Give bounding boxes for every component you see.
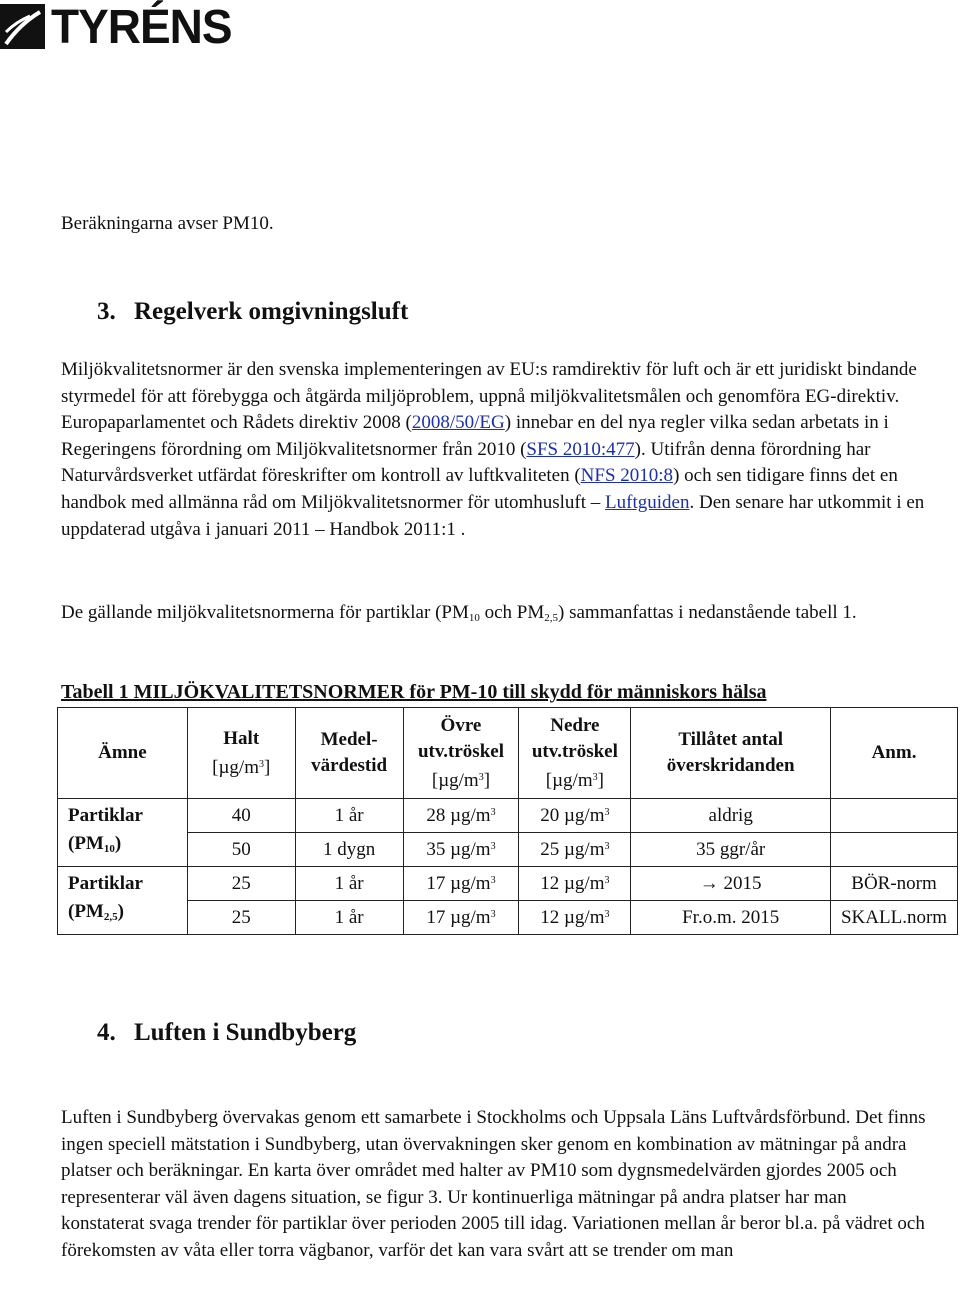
cell-halt: 25 — [187, 867, 295, 901]
group-text: Partiklar — [68, 805, 143, 826]
header-text: ] — [483, 769, 491, 791]
cell-text: 17 µg/m — [426, 906, 491, 928]
header-text: utv.tröskel — [417, 740, 504, 762]
header-text: ] — [263, 756, 271, 778]
cell-ovre — [403, 833, 519, 867]
section-4-heading — [97, 1019, 356, 1047]
cell-anm — [831, 799, 958, 833]
dash: – — [315, 518, 325, 540]
header-text: [µg/m — [545, 769, 593, 791]
cell-nedre — [519, 799, 631, 833]
nfs-link[interactable]: NFS 2010:8 — [580, 465, 674, 487]
cell-tillatet: → 2015 — [631, 867, 831, 901]
header-text: Tillåtet antal — [678, 729, 784, 750]
group-text: Partiklar — [68, 873, 143, 894]
cell-halt: 25 — [187, 901, 295, 935]
superscript: 3 — [490, 874, 496, 886]
directive-link[interactable]: 2008/50/EG — [411, 412, 505, 434]
group-text: (PM — [68, 901, 104, 922]
cell-ovre — [403, 867, 519, 901]
cell-text: 17 µg/m — [426, 872, 491, 894]
text-run: Handbok 2011:1 . — [324, 518, 466, 540]
text-run: ) och sen tidigare finns det en handbok med allmänna råd om Miljökvalitetsnormer för utomhusluft — [61, 465, 898, 513]
subscript: 2,5 — [544, 612, 559, 624]
dash: – — [590, 491, 601, 513]
header-text: överskridanden — [666, 755, 795, 776]
header-text: ] — [597, 769, 604, 791]
text-run: Miljökvalitetsnormer är den svenska implementeringen av EU:s ramdirektiv för luft och är ett juridiskt bindande styrmedel för att förebygga och åtgärda miljöproblem, uppnå miljökvalitetsmålen och genomföra EG-direktiv. Europaparlamentet och Rådets direktiv 2008 ( — [61, 359, 917, 434]
sfs-link[interactable]: SFS 2010:477 — [526, 438, 635, 460]
regelverk-paragraph — [61, 357, 931, 543]
text-run: ) innebar en del nya regler vilka sedan arbetats in i Regeringens förordning om Miljökvalitetsnormer från 2010 ( — [61, 412, 889, 460]
group-text: (PM — [68, 833, 104, 854]
superscript: 3 — [490, 908, 496, 920]
table-header-row — [58, 708, 958, 799]
group-text: ) — [117, 901, 124, 922]
cell-halt: 50 — [187, 833, 295, 867]
header-text: värdestid — [311, 755, 388, 776]
cell-text: 12 µg/m — [540, 906, 605, 928]
subscript: 10 — [468, 612, 480, 624]
intro-paragraph: Beräkningarna avser PM10. — [61, 213, 274, 234]
header-text: [µg/m — [431, 769, 479, 791]
header-text: Medel- — [320, 729, 378, 750]
subscript: 2,5 — [103, 911, 118, 923]
header-text: Halt — [223, 727, 260, 749]
superscript: 3 — [604, 806, 610, 818]
table-row — [58, 867, 958, 901]
group-pm10-label — [58, 799, 188, 867]
cell-anm: BÖR-norm — [831, 867, 958, 901]
section-3-title: Regelverk omgivningsluft — [134, 298, 409, 325]
cell-tillatet: Fr.o.m. 2015 — [631, 901, 831, 935]
logo-text: TYRÉNS — [51, 0, 232, 54]
superscript: 3 — [604, 840, 610, 852]
company-logo — [0, 0, 232, 52]
cell-nedre — [519, 833, 631, 867]
header-text: utv.tröskel — [531, 740, 618, 762]
cell-medel: 1 dygn — [295, 833, 403, 867]
cell-ovre — [403, 901, 519, 935]
header-text: Övre — [440, 714, 482, 736]
superscript: 3 — [490, 840, 496, 852]
text-run: . Den senare har utkommit i en uppdaterad utgåva i januari 2011 — [61, 491, 925, 540]
section-4-title: Luften i Sundbyberg — [134, 1019, 357, 1046]
table-row — [58, 799, 958, 833]
header-anm: Anm. — [831, 708, 958, 799]
superscript: 3 — [258, 758, 264, 770]
cell-anm — [831, 833, 958, 867]
group-pm25-label — [58, 867, 188, 935]
header-text: [µg/m — [212, 756, 259, 778]
cell-tillatet: 35 ggr/år — [631, 833, 831, 867]
text-run: ). Utifrån denna förordning har Naturvårdsverket utfärdat föreskrifter om kontroll av luftkvaliteten ( — [61, 438, 871, 487]
section-4-number: 4. — [97, 1019, 116, 1046]
superscript: 3 — [478, 771, 484, 783]
header-medel — [295, 708, 403, 799]
cell-medel: 1 år — [295, 867, 403, 901]
cell-text: 12 µg/m — [540, 872, 605, 894]
header-halt — [187, 708, 295, 799]
table-row — [58, 833, 958, 867]
header-ovre — [403, 708, 519, 799]
luftguiden-link[interactable]: Luftguiden — [605, 491, 690, 513]
cell-ovre — [403, 799, 519, 833]
cell-text: 28 µg/m — [426, 804, 491, 826]
superscript: 3 — [604, 908, 610, 920]
norms-intro-paragraph — [61, 600, 931, 632]
table-caption: Tabell 1 MILJÖKVALITETSNORMER för PM-10 till skydd för människors hälsa — [61, 681, 767, 703]
header-amne: Ämne — [58, 708, 188, 799]
group-text: ) — [114, 833, 122, 854]
section-3-heading — [97, 298, 408, 326]
cell-anm: SKALL.norm — [831, 901, 958, 935]
subscript: 10 — [103, 843, 115, 855]
header-text: Nedre — [550, 714, 600, 736]
text-run: De gällande miljökvalitetsnormerna för partiklar (PM — [61, 602, 469, 623]
cell-tillatet: aldrig — [631, 799, 831, 833]
logo-mark-icon — [0, 4, 45, 49]
cell-halt: 40 — [187, 799, 295, 833]
cell-medel: 1 år — [295, 901, 403, 935]
header-tillatet — [631, 708, 831, 799]
superscript: 3 — [604, 874, 610, 886]
header-nedre — [519, 708, 631, 799]
table-row — [58, 901, 958, 935]
text-run: och PM — [479, 602, 545, 623]
cell-text: 25 µg/m — [540, 838, 605, 860]
cell-medel: 1 år — [295, 799, 403, 833]
sundbyberg-paragraph: Luften i Sundbyberg övervakas genom ett samarbete i Stockholms och Uppsala Läns Luftvårdsförbund. Det finns ingen speciell mätstation i Sundbyberg, utan övervakningen sker genom en kombination av mätningar på andra platser och beräkningar. En karta över området med halter av PM10 som dygnsmedelvärden gjordes 2005 och representerar väl även dagens situation, se figur 3. Ur kontinuerliga mätningar på andra platser har man konstaterat svaga trender för partiklar över perioden 2005 till idag. Variationen mellan år beror bl.a. på vädret och förekomsten av våta eller torra vägbanor, varför det kan vara svårt att se trender om man — [61, 1107, 926, 1261]
cell-text: 20 µg/m — [540, 804, 605, 826]
superscript: 3 — [490, 806, 496, 818]
superscript: 3 — [592, 771, 598, 783]
text-run: ) sammanfattas i nedanstående tabell 1. — [558, 602, 857, 623]
section-3-number: 3. — [97, 298, 116, 325]
norms-table — [57, 707, 958, 935]
cell-nedre — [519, 867, 631, 901]
cell-nedre — [519, 901, 631, 935]
cell-text: 35 µg/m — [426, 838, 491, 860]
